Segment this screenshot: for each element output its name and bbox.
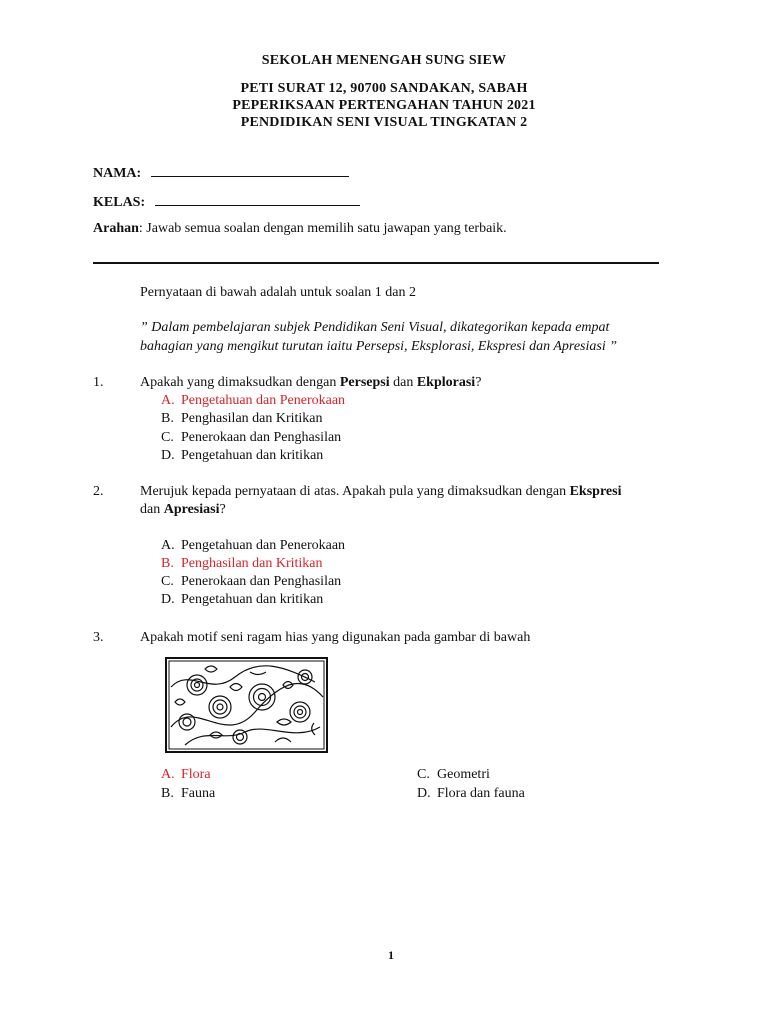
question-3-text: Apakah motif seni ragam hias yang digunakan pada gambar di bawah [140,630,531,645]
question-2-option-b[interactable] [161,556,323,572]
option-text: Pengetahuan dan kritikan [181,448,324,463]
question-1-option-c[interactable] [161,430,341,446]
question-2-keyword-ekspresi: Ekspresi [569,484,622,499]
kelas-field [93,193,360,211]
question-3-option-c[interactable] [417,767,490,783]
kelas-blank-line[interactable] [155,193,360,206]
option-letter: A. [161,538,175,553]
question-3-number: 3. [93,630,104,645]
question-1-text-part: Apakah yang dimaksudkan dengan [140,375,340,390]
question-2-text-line-2 [140,502,226,518]
question-2-text-part: ? [219,502,226,517]
question-2-number: 2. [93,484,104,499]
instruction-text: : Jawab semua soalan dengan memilih satu jawapan yang terbaik. [138,221,507,236]
question-2-text-part: Merujuk kepada pernyataan di atas. Apakah pula yang dimaksudkan dengan [140,484,570,499]
option-text: Flora dan fauna [437,786,525,801]
question-3-option-b[interactable] [161,786,215,802]
question-2-text-line-1 [140,484,621,500]
question-2-option-c[interactable] [161,574,341,590]
question-2-text-part: dan [140,502,164,517]
exam-title: PEPERIKSAAN PERTENGAHAN TAHUN 2021 [232,98,536,113]
question-3-option-d[interactable] [417,786,525,802]
option-text: Penghasilan dan Kritikan [181,556,323,571]
passage-quote-line-2: bahagian yang mengikut turutan iaitu Persepsi, Eksplorasi, Ekspresi dan Apresiasi ” [140,339,618,354]
question-1-text-part: dan [389,375,417,390]
question-2-option-d[interactable] [161,592,323,608]
option-letter: C. [417,767,430,782]
passage-quote-line-1: ” Dalam pembelajaran subjek Pendidikan Seni Visual, dikategorikan kepada empat [140,320,610,335]
question-2-keyword-apresiasi: Apresiasi [163,502,220,517]
nama-blank-line[interactable] [151,164,349,177]
question-1-text-part: ? [475,375,482,390]
kelas-label: KELAS: [93,195,146,210]
question-1-number: 1. [93,375,104,390]
question-1-text [140,375,481,391]
section-divider [93,262,659,264]
option-letter: A. [161,767,175,782]
option-text: Pengetahuan dan Penerokaan [181,538,346,553]
question-1-option-a[interactable] [161,393,345,409]
option-text: Pengetahuan dan kritikan [181,592,324,607]
nama-label: NAMA: [93,166,142,181]
page-number: 1 [388,948,394,962]
question-1-keyword-persepsi: Persepsi [339,375,390,390]
option-letter: D. [161,592,175,607]
option-letter: A. [161,393,175,408]
option-text: Penerokaan dan Penghasilan [181,574,342,589]
option-letter: B. [161,556,174,571]
option-letter: B. [161,411,174,426]
subject-title: PENDIDIKAN SENI VISUAL TINGKATAN 2 [240,115,528,130]
question-3-option-a[interactable] [161,767,211,783]
option-letter: B. [161,786,174,801]
option-letter: C. [161,430,174,445]
question-2-option-a[interactable] [161,538,345,554]
option-text: Flora [181,767,211,782]
question-1-option-b[interactable] [161,411,323,427]
question-1-option-d[interactable] [161,448,323,464]
option-text: Geometri [437,767,490,782]
option-text: Pengetahuan dan Penerokaan [181,393,346,408]
question-1-keyword-ekplorasi: Ekplorasi [416,375,476,390]
school-address: PETI SURAT 12, 90700 SANDAKAN, SABAH [240,81,528,96]
school-name: SEKOLAH MENENGAH SUNG SIEW [261,53,507,68]
floral-motif-image [165,657,328,753]
option-letter: C. [161,574,174,589]
nama-field [93,164,349,182]
instruction-label: Arahan [93,221,139,236]
option-text: Fauna [181,786,216,801]
instruction [93,221,507,237]
passage-intro: Pernyataan di bawah adalah untuk soalan 1 dan 2 [140,285,417,300]
option-letter: D. [417,786,431,801]
option-text: Penghasilan dan Kritikan [181,411,323,426]
option-letter: D. [161,448,175,463]
option-text: Penerokaan dan Penghasilan [181,430,342,445]
